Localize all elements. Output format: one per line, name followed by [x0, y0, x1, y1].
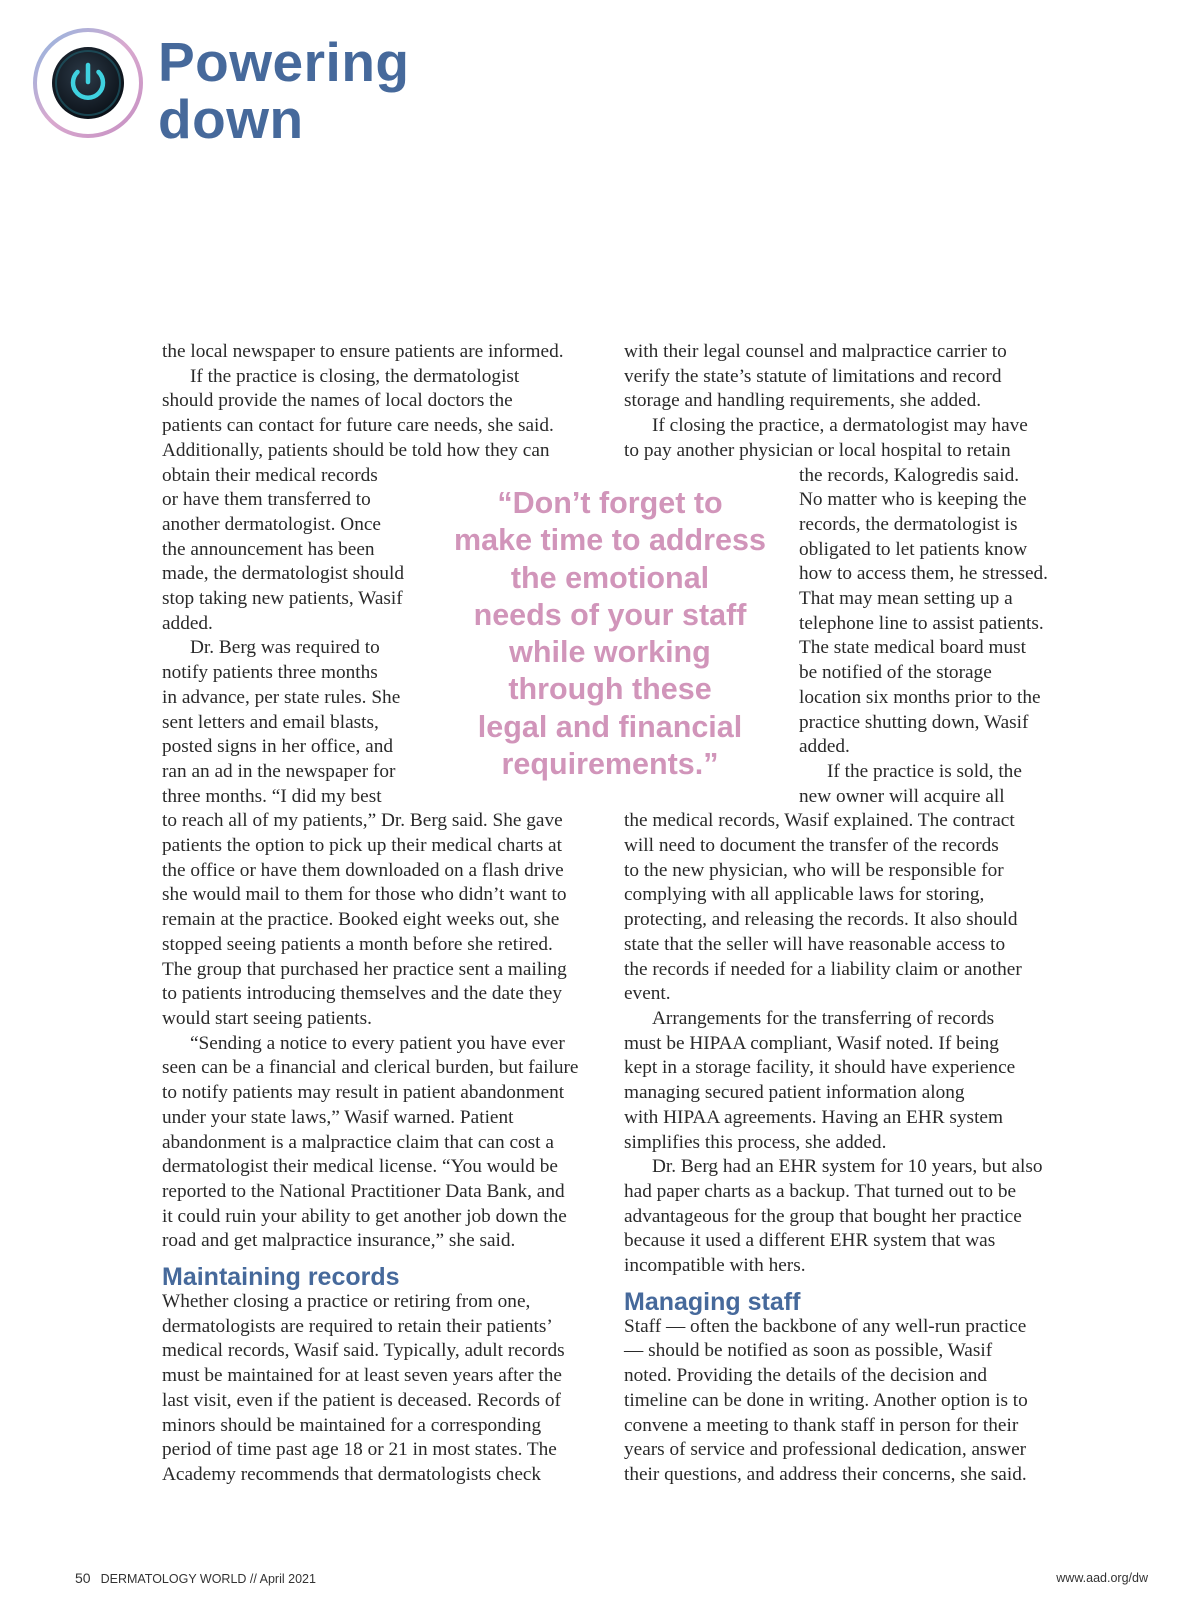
text-line: location six months prior to the — [799, 686, 1041, 708]
text-line: remain at the practice. Booked eight weeks out, she — [162, 909, 560, 931]
text-line: protecting, and releasing the records. It also should — [624, 909, 1018, 931]
pull-quote-line: while working — [509, 635, 711, 670]
text-line: Staff — often the backbone of any well-run practice — [624, 1315, 1027, 1337]
text-line: incompatible with hers. — [624, 1255, 806, 1277]
text-line: road and get malpractice insurance,” she said. — [162, 1230, 516, 1252]
pull-quote — [440, 485, 780, 783]
text-line: years of service and professional dedication, answer — [624, 1439, 1027, 1461]
text-line: The group that purchased her practice sent a mailing — [162, 958, 567, 980]
text-line: Academy recommends that dermatologists check — [162, 1463, 542, 1485]
title-line-1: Powering — [158, 31, 410, 93]
text-line: minors should be maintained for a corresponding — [162, 1414, 542, 1436]
text-line: Dr. Berg was required to — [190, 637, 380, 659]
pull-quote-line: needs of your staff — [473, 597, 747, 632]
text-line: Dr. Berg had an EHR system for 10 years, but also — [652, 1156, 1043, 1178]
text-line: another dermatologist. Once — [162, 513, 381, 535]
text-line: state that the seller will have reasonable access to — [624, 933, 1006, 955]
text-line: must be maintained for at least seven years after the — [162, 1365, 562, 1387]
text-line: the records, Kalogredis said. — [799, 464, 1020, 486]
text-line: how to access them, he stressed. — [799, 563, 1048, 585]
pull-quote-line: “Don’t forget to — [497, 486, 723, 520]
text-line: made, the dermatologist should — [162, 563, 405, 585]
text-line: the medical records, Wasif explained. The contract — [624, 810, 1015, 832]
text-line: ran an ad in the newspaper for — [162, 760, 396, 782]
text-line: had paper charts as a backup. That turned out to be — [624, 1180, 1017, 1202]
text-line: dermatologists are required to retain their patients’ — [162, 1315, 553, 1337]
text-line: in advance, per state rules. She — [162, 686, 401, 708]
text-line: with their legal counsel and malpractice carrier to — [624, 341, 1007, 362]
text-line: “Sending a notice to every patient you have ever — [190, 1032, 565, 1054]
text-line: to the new physician, who will be responsible for — [624, 859, 1004, 881]
text-line: with HIPAA agreements. Having an EHR system — [624, 1106, 1003, 1128]
text-line: practice shutting down, Wasif — [799, 711, 1029, 733]
text-line: will need to document the transfer of the records — [624, 835, 999, 857]
text-line: period of time past age 18 or 21 in most states. The — [162, 1439, 557, 1461]
text-line: obtain their medical records — [162, 464, 378, 486]
footer-url: www.aad.org/dw — [1056, 1571, 1148, 1585]
text-line: advantageous for the group that bought her practice — [624, 1205, 1022, 1227]
text-line: kept in a storage facility, it should have experience — [624, 1057, 1016, 1079]
text-line: the records if needed for a liability claim or another — [624, 958, 1022, 980]
pull-quote-line: requirements.” — [501, 747, 719, 782]
section-heading: Managing staff — [624, 1287, 801, 1316]
text-line: patients the option to pick up their medical charts at — [162, 835, 562, 857]
text-line: timeline can be done in writing. Another option is to — [624, 1389, 1028, 1411]
text-line: sent letters and email blasts, — [162, 711, 379, 733]
pull-quote-line: the emotional — [510, 560, 710, 595]
text-line: abandonment is a malpractice claim that can cost a — [162, 1131, 554, 1153]
text-line: new owner will acquire all — [799, 785, 1005, 807]
text-line: their questions, and address their concerns, she said. — [624, 1463, 1027, 1485]
text-line: seen can be a financial and clerical burden, but failure — [162, 1057, 579, 1079]
text-line: dermatologist their medical license. “You would be — [162, 1156, 558, 1178]
text-line: posted signs in her office, and — [162, 736, 393, 758]
text-line: added. — [799, 736, 850, 758]
text-line: stopped seeing patients a month before she retired. — [162, 933, 553, 955]
text-line: notify patients three months — [162, 662, 378, 684]
text-line: to notify patients may result in patient abandonment — [162, 1082, 565, 1104]
text-line: convene a meeting to thank staff in person for their — [624, 1414, 1019, 1436]
text-line: be notified of the storage — [799, 662, 992, 684]
text-line: three months. “I did my best — [162, 785, 382, 807]
text-line: last visit, even if the patient is deceased. Records of — [162, 1389, 561, 1411]
title-line-2: down — [158, 88, 304, 150]
text-line: simplifies this process, she added. — [624, 1131, 887, 1153]
page-title — [158, 31, 410, 150]
text-line: complying with all applicable laws for storing, — [624, 884, 985, 906]
pull-quote-line: through these — [508, 672, 712, 707]
text-line: Arrangements for the transferring of records — [652, 1007, 995, 1029]
text-line: must be HIPAA compliant, Wasif noted. If being — [624, 1032, 999, 1054]
text-line: it could ruin your ability to get another job down the — [162, 1205, 567, 1227]
text-line: the local newspaper to ensure patients are informed. — [162, 341, 564, 362]
text-line: the announcement has been — [162, 538, 375, 560]
power-icon — [30, 25, 146, 141]
text-line: telephone line to assist patients. — [799, 612, 1044, 634]
text-line: should provide the names of local doctors the — [162, 390, 513, 412]
text-line: storage and handling requirements, she added. — [624, 390, 982, 412]
page-number: 50 — [75, 1570, 91, 1586]
text-line: to patients introducing themselves and the date they — [162, 983, 562, 1005]
text-line: reported to the National Practitioner Data Bank, and — [162, 1180, 565, 1202]
text-line: patients can contact for future care needs, she said. — [162, 415, 554, 437]
text-line: Whether closing a practice or retiring from one, — [162, 1291, 531, 1313]
text-line: medical records, Wasif said. Typically, adult records — [162, 1340, 565, 1362]
text-line: stop taking new patients, Wasif — [162, 588, 403, 610]
text-line: verify the state’s statute of limitations and record — [624, 365, 1002, 387]
text-line: she would mail to them for those who didn’t want to — [162, 884, 567, 906]
text-line: Additionally, patients should be told how they can — [162, 439, 550, 461]
text-line: noted. Providing the details of the decision and — [624, 1365, 988, 1387]
text-line: obligated to let patients know — [799, 538, 1028, 560]
text-line: If the practice is sold, the — [827, 760, 1022, 782]
text-line: No matter who is keeping the — [799, 489, 1027, 511]
text-line: That may mean setting up a — [799, 588, 1013, 610]
text-line: to reach all of my patients,” Dr. Berg said. She gave — [162, 810, 563, 832]
publication-name: DERMATOLOGY WORLD // April 2021 — [100, 1572, 316, 1586]
text-line: event. — [624, 983, 671, 1005]
pull-quote-line: legal and financial — [477, 709, 743, 744]
text-line: the office or have them downloaded on a flash drive — [162, 859, 564, 881]
text-line: If closing the practice, a dermatologist may have — [652, 415, 1028, 437]
section-heading: Maintaining records — [162, 1263, 400, 1292]
text-line: to pay another physician or local hospital to retain — [624, 439, 1011, 461]
text-line: added. — [162, 612, 213, 634]
text-line: — should be notified as soon as possible, Wasif — [624, 1340, 993, 1362]
text-line: or have them transferred to — [162, 489, 371, 511]
text-line: records, the dermatologist is — [799, 513, 1018, 535]
text-line: because it used a different EHR system that was — [624, 1230, 996, 1252]
text-line: The state medical board must — [799, 637, 1027, 659]
text-line: would start seeing patients. — [162, 1007, 372, 1029]
pull-quote-line: make time to address — [454, 523, 766, 558]
text-line: If the practice is closing, the dermatologist — [190, 365, 520, 387]
text-line: managing secured patient information along — [624, 1082, 965, 1104]
page-footer-left — [75, 1570, 316, 1586]
text-line: under your state laws,” Wasif warned. Patient — [162, 1106, 514, 1128]
